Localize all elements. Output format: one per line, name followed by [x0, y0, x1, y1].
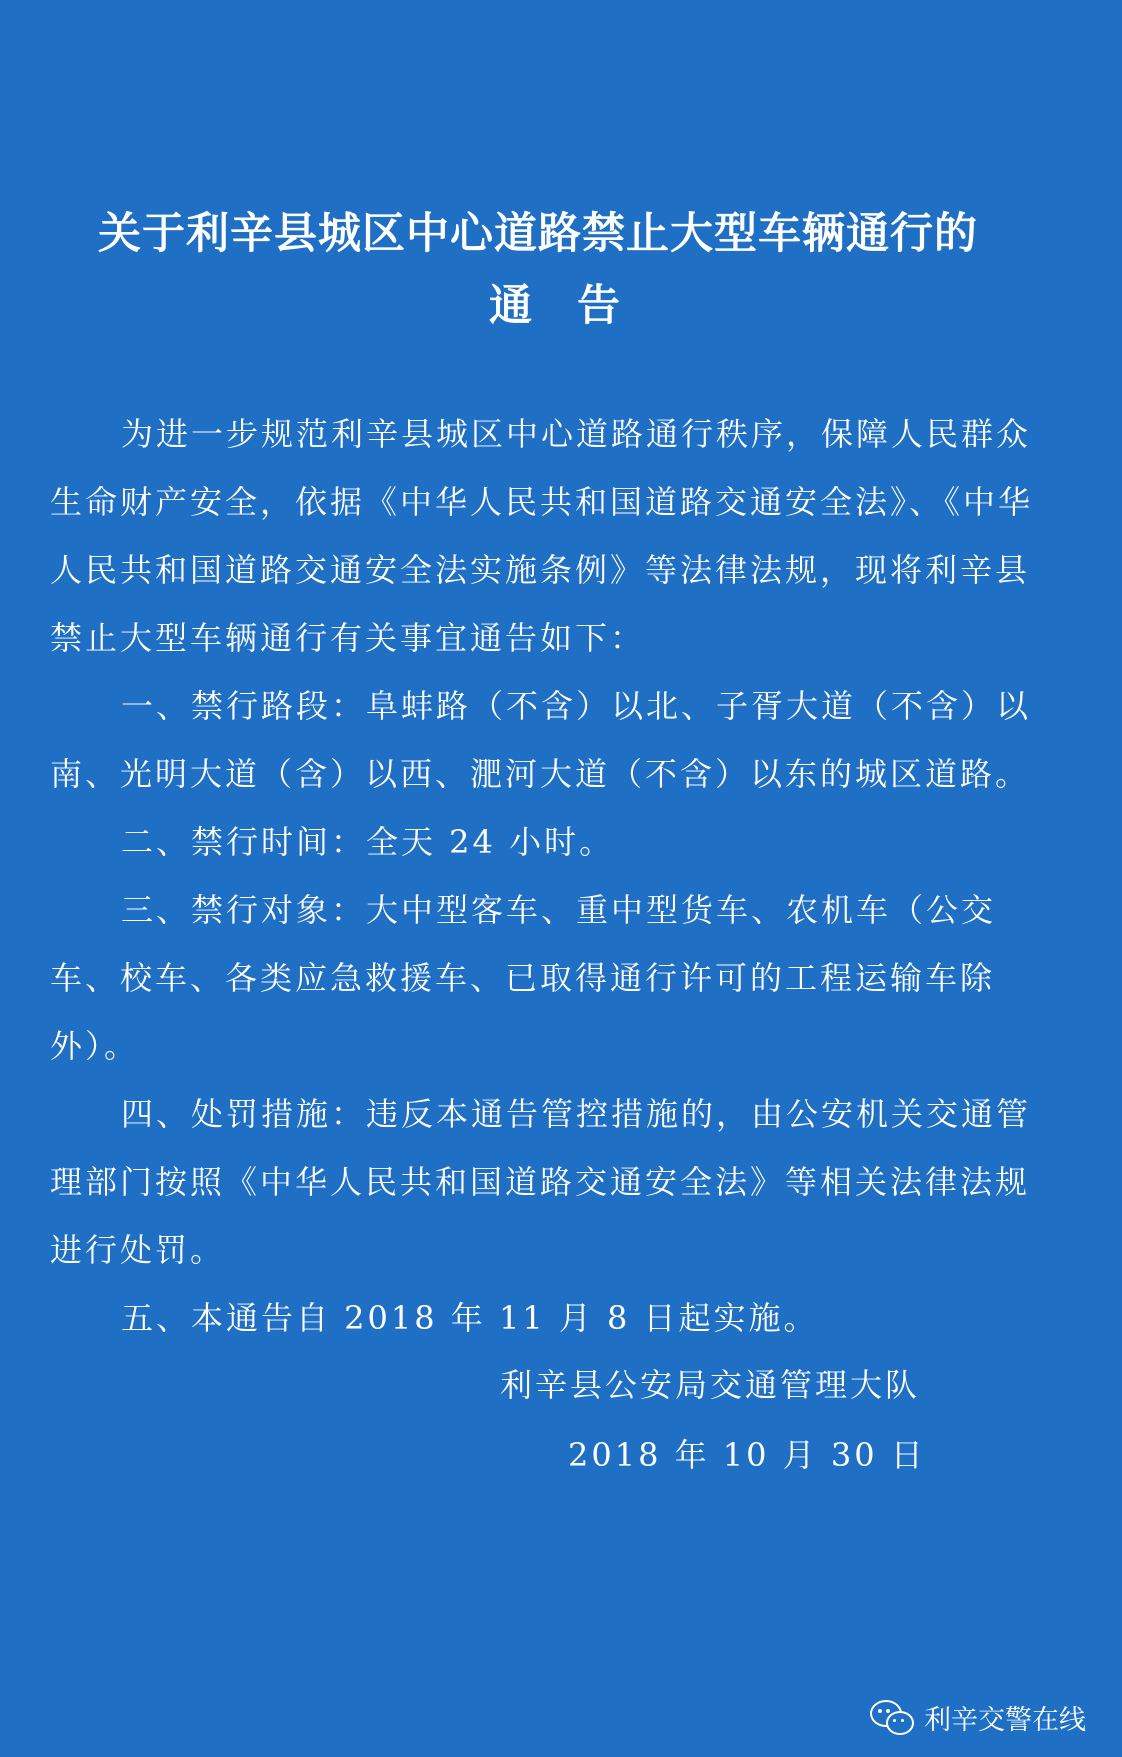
notice-body	[50, 400, 1050, 1352]
notice-issuer: 利辛县公安局交通管理大队	[500, 1366, 921, 1404]
notice-title-line1: 关于利辛县城区中心道路禁止大型车辆通行的	[98, 209, 978, 259]
notice-date: 2018 年 10 月 30 日	[568, 1436, 926, 1474]
notice-title-line2: 通 告	[489, 281, 621, 331]
notice-signature	[500, 1350, 970, 1490]
account-watermark	[870, 1698, 1086, 1737]
notice-paragraph-road-section: 一、禁行路段：阜蚌路（不含）以北、子胥大道（不含）以南、光明大道（含）以西、淝河大道（不含）以东的城区道路。	[50, 687, 1032, 793]
wechat-icon	[870, 1700, 914, 1736]
account-name: 利辛交警在线	[924, 1705, 1086, 1736]
notice-paragraph-time: 二、禁行时间：全天 24 小时。	[121, 823, 615, 861]
notice-paragraph-penalty: 四、处罚措施：违反本通告管控措施的，由公安机关交通管理部门按照《中华人民共和国道路交通安全法》等相关法律法规进行处罚。	[50, 1095, 1032, 1269]
notice-title	[0, 198, 1122, 342]
notice-paragraph-effective: 五、本通告自 2018 年 11 月 8 日起实施。	[121, 1299, 819, 1337]
notice-paragraph-intro: 为进一步规范利辛县城区中心道路通行秩序，保障人民群众生命财产安全，依据《中华人民共和国道路交通安全法》、《中华人民共和国道路交通安全法实施条例》等法律法规，现将利辛县禁止大型车辆通行有关事宜通告如下：	[50, 415, 1034, 657]
notice-paragraph-vehicles: 三、禁行对象：大中型客车、重中型货车、农机车（公交车、校车、各类应急救援车、已取得通行许可的工程运输车除外）。	[50, 891, 997, 1065]
